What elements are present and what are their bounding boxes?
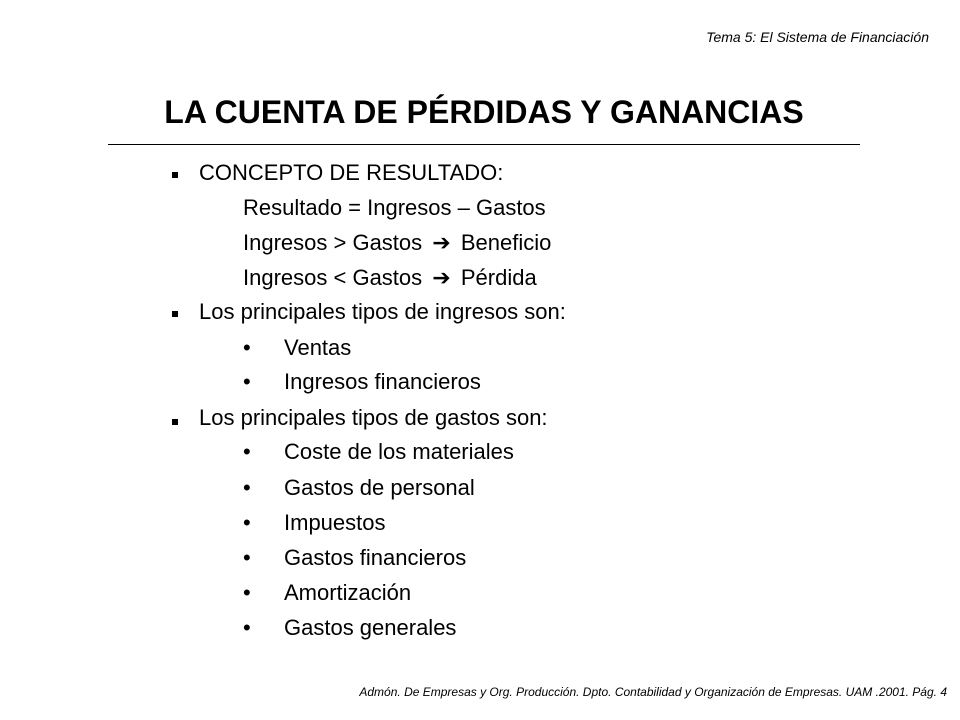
list-item: Gastos generales [284, 615, 457, 640]
section-heading-ingresos: Los principales tipos de ingresos son: [199, 299, 566, 324]
square-bullet-icon [172, 419, 178, 425]
bullet-dot-icon: • [243, 335, 251, 360]
header-topic: Tema 5: El Sistema de Financiación [706, 29, 929, 45]
bullet-dot-icon: • [243, 510, 251, 535]
rule-result: Beneficio [460, 230, 552, 255]
section-heading-gastos: Los principales tipos de gastos son: [199, 405, 548, 430]
rule-condition: Ingresos < Gastos [243, 265, 423, 290]
rule-line-beneficio [243, 230, 551, 256]
title-underline [108, 144, 860, 145]
bullet-dot-icon: • [243, 545, 251, 570]
right-arrow-icon: ➔ [432, 230, 451, 255]
list-item: Impuestos [284, 510, 386, 535]
rule-result: Pérdida [460, 265, 537, 290]
list-item: Amortización [284, 580, 412, 605]
rule-condition: Ingresos > Gastos [243, 230, 423, 255]
bullet-dot-icon: • [243, 615, 251, 640]
list-item: Ingresos financieros [284, 369, 481, 394]
rule-line-perdida [243, 265, 537, 291]
right-arrow-icon: ➔ [432, 265, 451, 290]
bullet-dot-icon: • [243, 439, 251, 464]
section-heading-concepto: CONCEPTO DE RESULTADO: [199, 160, 504, 185]
bullet-dot-icon: • [243, 580, 251, 605]
slide-title: LA CUENTA DE PÉRDIDAS Y GANANCIAS [164, 94, 804, 130]
list-item: Coste de los materiales [284, 439, 514, 464]
list-item: Gastos de personal [284, 475, 475, 500]
square-bullet-icon [172, 311, 178, 317]
list-item: Gastos financieros [284, 545, 467, 570]
formula-line: Resultado = Ingresos – Gastos [243, 195, 546, 220]
list-item: Ventas [284, 335, 352, 360]
bullet-dot-icon: • [243, 475, 251, 500]
square-bullet-icon [172, 172, 178, 178]
footer-credit: Admón. De Empresas y Org. Producción. Dpto. Contabilidad y Organización de Empresas. UAM .2001. Pág. 4 [359, 685, 947, 699]
bullet-dot-icon: • [243, 369, 251, 394]
